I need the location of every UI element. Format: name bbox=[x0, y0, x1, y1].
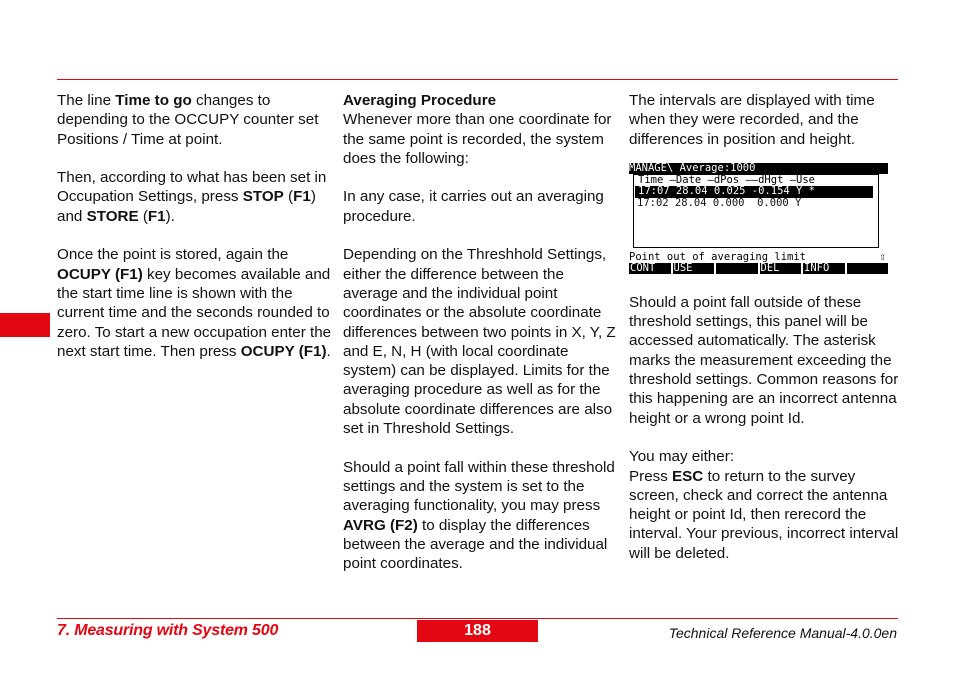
paragraph-you-may-either: You may either: Press ESC to return to the survey screen, check and correct the antenna height or point Id, then rerecord the interval. Your previous, incorrect interval will be deleted. bbox=[629, 448, 899, 562]
lcd-message: Point out of averaging limit ⇧ bbox=[629, 250, 886, 263]
paragraph-whenever: Whenever more than one coordinate for the same point is recorded, the system does the following: bbox=[343, 111, 612, 167]
lcd-row-selected[interactable]: 17:07 28.04 0.025 -0.154 Y * bbox=[635, 186, 873, 198]
fkey-cont[interactable]: CONT bbox=[629, 263, 673, 274]
lcd-list-box bbox=[633, 174, 879, 248]
paragraph-stop-store: Then, according to what has been set in Occupation Settings, press STOP (F1) and STORE (F1). bbox=[57, 169, 327, 225]
paragraph-threshold: Depending on the Threshhold Settings, either the difference between the average and the individual point coordinates or the absolute coordinate differences between two points in X, Y, Z and E, N, H (with local coordinate system) can be displayed. Limits for the averaging procedure as well as for the absolute coordinate differences are also set in Threshold Settings. bbox=[343, 246, 616, 438]
header-rule bbox=[57, 79, 898, 80]
lcd-screen bbox=[629, 163, 888, 281]
paragraph-time-to-go: The line Time to go changes to depending to the OCCUPY counter set Positions / Time at point. bbox=[57, 92, 319, 148]
chapter-title: 7. Measuring with System 500 bbox=[57, 622, 279, 639]
lcd-row[interactable]: 17:02 28.04 0.000 0.000 Y bbox=[637, 196, 802, 209]
page-number: 188 bbox=[417, 620, 538, 642]
fkey-info[interactable]: INFO bbox=[803, 263, 847, 274]
fkey-empty-6[interactable] bbox=[847, 263, 889, 274]
chapter-side-tab bbox=[0, 313, 50, 337]
lcd-column-header: Time —Date —dPos ——dHgt —Use bbox=[638, 173, 816, 186]
fkey-empty-3[interactable] bbox=[716, 263, 760, 274]
paragraph-in-any-case: In any case, it carries out an averaging procedure. bbox=[343, 188, 604, 225]
paragraph-intervals: The intervals are displayed with time when they were recorded, and the differences in position and height. bbox=[629, 92, 875, 148]
paragraph-within-threshold: Should a point fall within these threshold settings and the system is set to the averaging functionality, you may press AVRG (F2) to display the differences between the average and the individual point coordinates. bbox=[343, 458, 615, 573]
column-right bbox=[629, 91, 899, 582]
manual-title: Technical Reference Manual-4.0.0en bbox=[668, 625, 897, 641]
lcd-function-keys bbox=[629, 263, 888, 274]
column-middle bbox=[343, 91, 619, 593]
paragraph-ocupy: Once the point is stored, again the OCUPY (F1) key becomes available and the start time line is shown with the current time and the seconds rounded to zero. To start a new occupation enter the next start time. Then press OCUPY (F1). bbox=[57, 246, 332, 360]
lcd-title-bar: MANAGE\ Average:1000 bbox=[629, 163, 888, 174]
fkey-use[interactable]: USE bbox=[673, 263, 717, 274]
fkey-del[interactable]: DEL bbox=[760, 263, 804, 274]
column-left bbox=[57, 91, 333, 380]
section-heading: Averaging Procedure bbox=[343, 92, 497, 109]
shift-up-icon: ⇧ bbox=[879, 250, 886, 263]
averaging-heading-block bbox=[343, 91, 619, 168]
footer-rule bbox=[57, 618, 898, 619]
paragraph-outside-threshold: Should a point fall outside of these threshold settings, this panel will be accessed automatically. The asterisk marks the measurement exceeding the threshold settings. Common reasons for this happening are an incorrect antenna height or a wrong point Id. bbox=[629, 293, 899, 427]
